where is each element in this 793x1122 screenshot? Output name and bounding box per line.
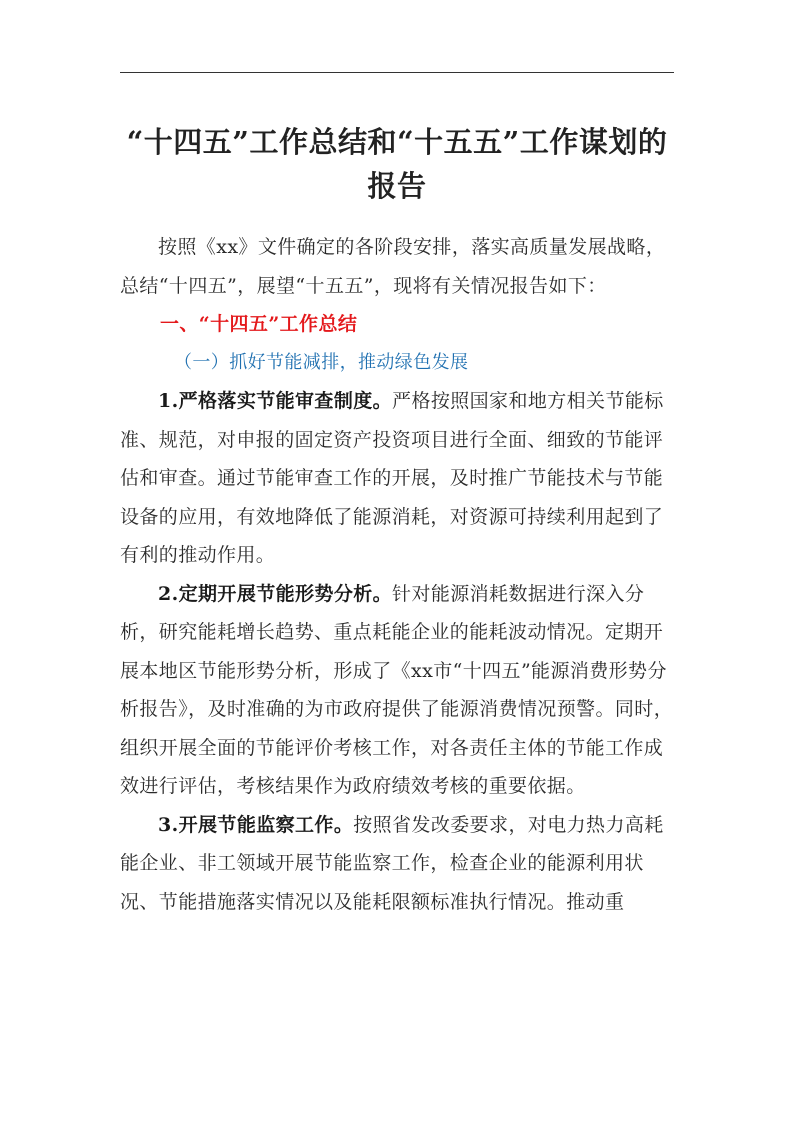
- paragraph-item-1-lead: 1.严格落实节能审查制度。: [158, 390, 393, 412]
- paragraph-item-3-lead: 3.开展节能监察工作。: [158, 813, 354, 836]
- paragraph-item-2: [120, 575, 676, 806]
- intro-paragraph: 按照《xx》文件确定的各阶段安排，落实高质量发展战略，总结“十四五”，展望“十五五”，现将有关情况报告如下：: [120, 236, 666, 297]
- paragraph-item-2-text: 针对能源消耗数据进行深入分析，研究能耗增长趋势、重点耗能企业的能耗波动情况。定期开展本地区节能形势分析，形成了《xx市“十四五”能源消费形势分析报告》，及时准确的为市政府提供了能源消费情况预警。同时，组织开展全面的节能评价考核工作，对各责任主体的节能工作成效进行评估，考核结果作为政府绩效考核的重要依据。: [120, 582, 674, 797]
- subsection-heading: （一）抓好节能减排，推动绿色发展: [174, 351, 469, 373]
- paragraph-item-3: [120, 806, 676, 922]
- section-heading: 一、“十四五”工作总结: [160, 313, 358, 335]
- document-body: [120, 228, 676, 921]
- document-title: “十四五”工作总结和“十五五”工作谋划的报告: [126, 125, 668, 203]
- paragraph-item-3-text: 按照省发改委要求，对电力热力高耗能企业、非工领域开展节能监察工作，检查企业的能源利用状况、节能措施落实情况以及能耗限额标准执行情况。推动重: [120, 813, 664, 913]
- paragraph-item-2-lead: 2.定期开展节能形势分析。: [158, 582, 393, 605]
- header-rule: [120, 72, 674, 73]
- paragraph-item-1-text: 严格按照国家和地方相关节能标准、规范，对申报的固定资产投资项目进行全面、细致的节能评估和审查。通过节能审查工作的开展，及时推广节能技术与节能设备的应用，有效地降低了能源消耗，对资源可持续利用起到了有利的推动作用。: [120, 390, 664, 566]
- paragraph-item-1: [120, 382, 676, 575]
